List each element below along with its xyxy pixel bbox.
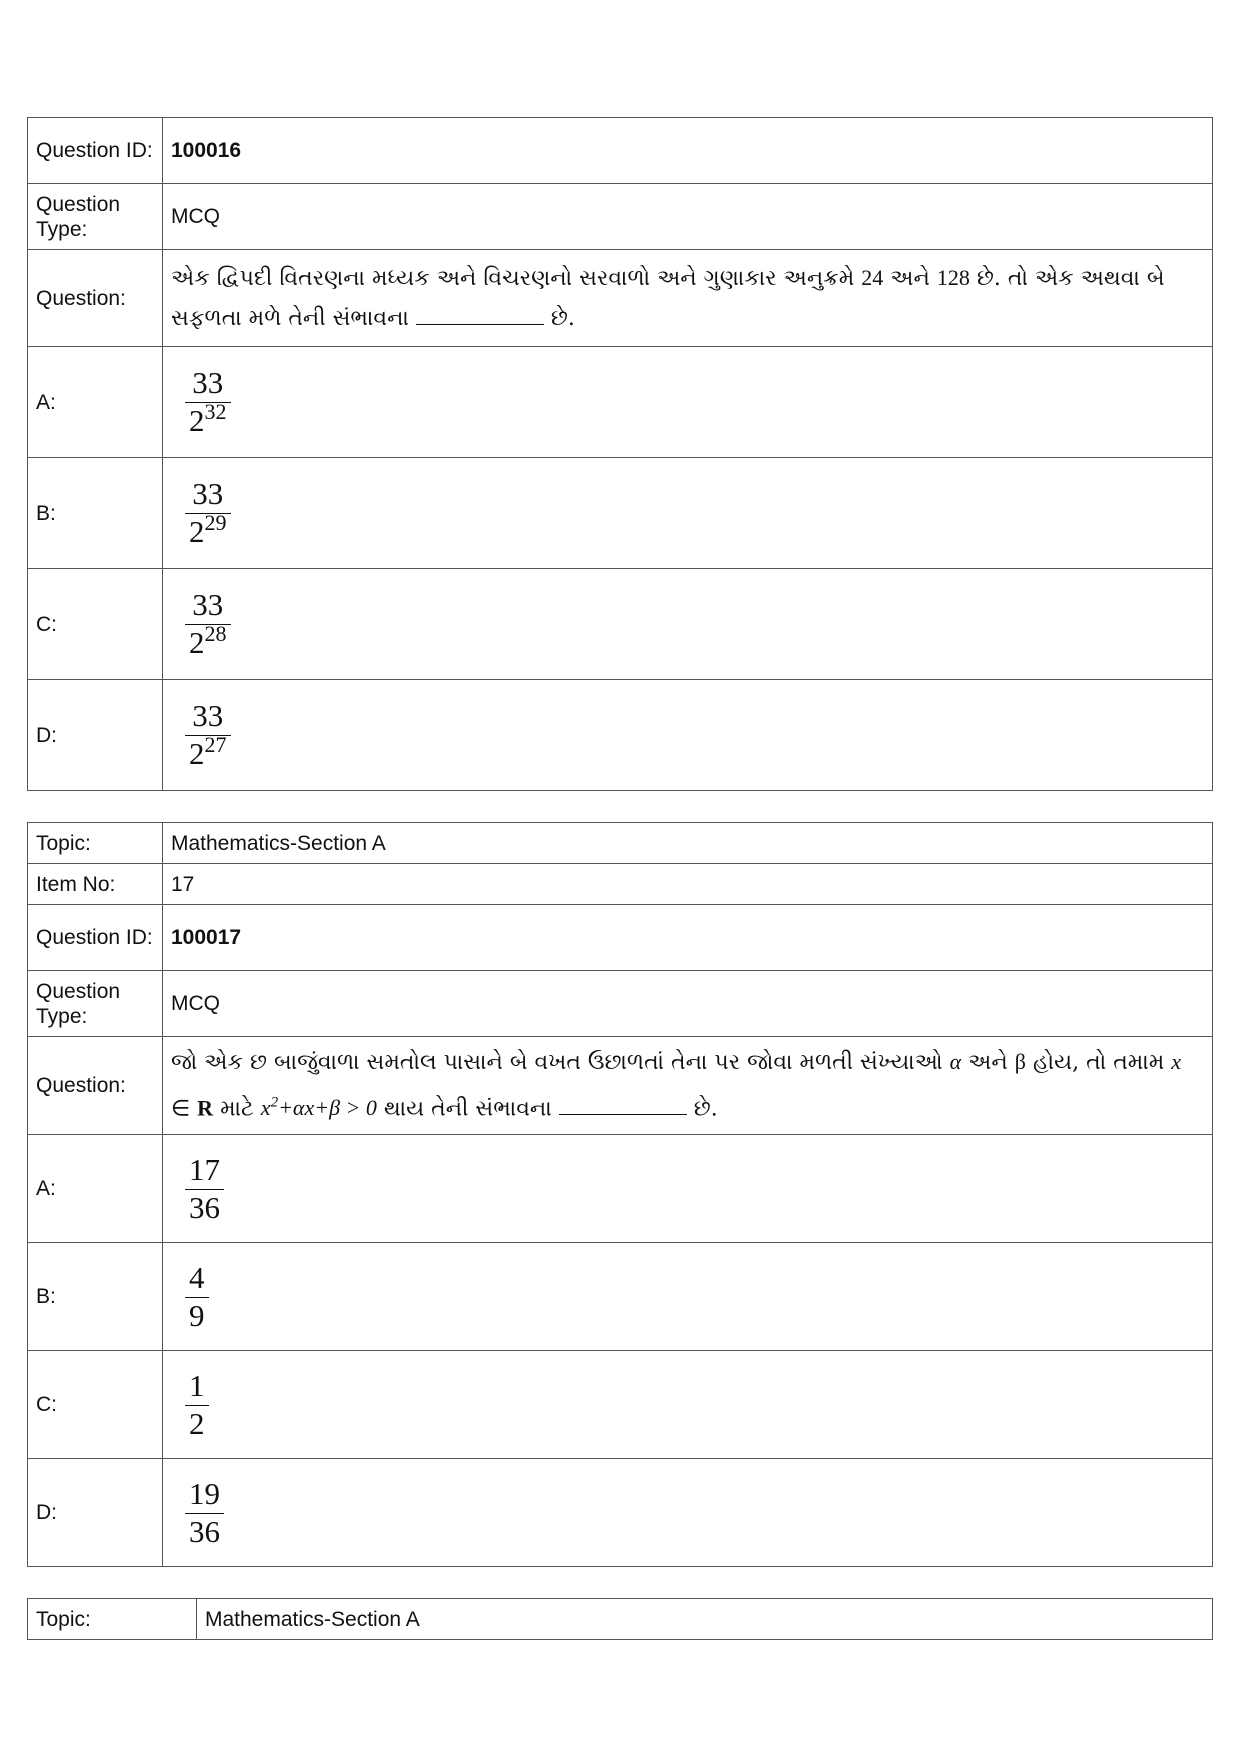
option-value bbox=[163, 1351, 1213, 1459]
expression bbox=[261, 1095, 377, 1120]
denominator-base: 2 bbox=[189, 736, 205, 771]
numerator: 4 bbox=[189, 1259, 205, 1295]
denominator: 2 bbox=[189, 1405, 205, 1441]
question-id-value: 100017 bbox=[163, 905, 1213, 971]
item-no-label: Item No: bbox=[28, 864, 163, 905]
question-type-value: MCQ bbox=[163, 971, 1213, 1037]
row-item-no bbox=[28, 864, 1213, 905]
option-row-c bbox=[28, 569, 1213, 680]
option-row-b bbox=[28, 458, 1213, 569]
option-row-b bbox=[28, 1243, 1213, 1351]
option-value bbox=[163, 680, 1213, 791]
option-label: B: bbox=[28, 458, 163, 569]
fraction bbox=[185, 699, 231, 771]
topic-label: Topic: bbox=[28, 1599, 197, 1640]
fraction bbox=[185, 1477, 224, 1549]
fraction bbox=[185, 1261, 209, 1333]
expression-exponent: 2 bbox=[270, 1094, 279, 1111]
option-label: D: bbox=[28, 1459, 163, 1567]
denominator: 9 bbox=[189, 1297, 205, 1333]
question-text bbox=[163, 1037, 1213, 1135]
option-row-d bbox=[28, 1459, 1213, 1567]
row-topic bbox=[28, 823, 1213, 864]
question-table-100016 bbox=[27, 117, 1213, 791]
denominator bbox=[185, 732, 231, 771]
x-variable: x bbox=[1171, 1048, 1182, 1074]
question-type-label: Question Type: bbox=[28, 971, 163, 1037]
option-row-a bbox=[28, 347, 1213, 458]
numerator: 19 bbox=[189, 1475, 220, 1511]
option-row-a bbox=[28, 1135, 1213, 1243]
fraction bbox=[185, 1153, 224, 1225]
expression-rest: +αx+β > 0 bbox=[278, 1095, 377, 1121]
real-numbers-symbol: R bbox=[197, 1095, 214, 1121]
denominator-base: 2 bbox=[189, 514, 205, 549]
option-label: C: bbox=[28, 569, 163, 680]
option-value bbox=[163, 1135, 1213, 1243]
denominator: 36 bbox=[189, 1189, 220, 1225]
fraction bbox=[185, 366, 231, 438]
row-question bbox=[28, 250, 1213, 347]
question-id-label: Question ID: bbox=[28, 905, 163, 971]
question-number: 24 bbox=[861, 264, 884, 290]
item-no-value: 17 bbox=[163, 864, 1213, 905]
question-text-part: માટે bbox=[220, 1096, 254, 1122]
option-label: A: bbox=[28, 1135, 163, 1243]
topic-value: Mathematics-Section A bbox=[197, 1599, 1213, 1640]
option-value bbox=[163, 569, 1213, 680]
numerator: 17 bbox=[189, 1151, 220, 1187]
answer-blank bbox=[416, 302, 544, 325]
fraction bbox=[185, 477, 231, 549]
denominator bbox=[185, 399, 231, 438]
fraction bbox=[185, 588, 231, 660]
question-text-part: અને bbox=[890, 265, 930, 291]
question-id-value: 100016 bbox=[163, 118, 1213, 184]
denominator bbox=[185, 510, 231, 549]
question-text-part: અને bbox=[968, 1049, 1008, 1075]
option-label: A: bbox=[28, 347, 163, 458]
question-label: Question: bbox=[28, 1037, 163, 1135]
option-value bbox=[163, 347, 1213, 458]
question-table-next bbox=[27, 1598, 1213, 1640]
option-value bbox=[163, 1459, 1213, 1567]
option-label: C: bbox=[28, 1351, 163, 1459]
question-id-label: Question ID: bbox=[28, 118, 163, 184]
question-type-label: Question Type: bbox=[28, 184, 163, 250]
fraction bbox=[185, 1369, 209, 1441]
denominator-base: 2 bbox=[189, 403, 205, 438]
denominator-exponent: 29 bbox=[204, 510, 227, 535]
denominator-exponent: 32 bbox=[204, 399, 227, 424]
numerator: 33 bbox=[192, 476, 224, 511]
option-row-d bbox=[28, 680, 1213, 791]
row-question-type bbox=[28, 184, 1213, 250]
row-question-id bbox=[28, 118, 1213, 184]
question-type-value: MCQ bbox=[163, 184, 1213, 250]
option-row-c bbox=[28, 1351, 1213, 1459]
question-text-part: છે. bbox=[693, 1096, 718, 1122]
numerator: 33 bbox=[192, 587, 224, 622]
question-text-part: એક દ્વિપદી વિતરણના મધ્યક અને વિચરણનો સરવાળો અને ગુણાકાર અનુક્રમે bbox=[171, 265, 855, 291]
row-topic bbox=[28, 1599, 1213, 1640]
row-question-type bbox=[28, 971, 1213, 1037]
alpha-symbol: α bbox=[949, 1048, 962, 1074]
numerator: 33 bbox=[192, 365, 224, 400]
option-value bbox=[163, 1243, 1213, 1351]
denominator-exponent: 28 bbox=[204, 621, 227, 646]
denominator: 36 bbox=[189, 1513, 220, 1549]
numerator: 33 bbox=[192, 698, 224, 733]
denominator-exponent: 27 bbox=[204, 732, 227, 757]
question-text bbox=[163, 250, 1213, 347]
element-of-symbol: ∈ bbox=[171, 1095, 191, 1121]
option-label: D: bbox=[28, 680, 163, 791]
row-question-id bbox=[28, 905, 1213, 971]
question-text-part: થાય તેની સંભાવના bbox=[383, 1096, 552, 1122]
option-value bbox=[163, 458, 1213, 569]
question-table-100017 bbox=[27, 822, 1213, 1567]
topic-label: Topic: bbox=[28, 823, 163, 864]
option-label: B: bbox=[28, 1243, 163, 1351]
row-question bbox=[28, 1037, 1213, 1135]
question-number: 128 bbox=[936, 264, 970, 290]
answer-blank bbox=[559, 1092, 687, 1115]
denominator bbox=[185, 621, 231, 660]
numerator: 1 bbox=[189, 1367, 205, 1403]
expression-x: x bbox=[260, 1095, 271, 1121]
topic-value: Mathematics-Section A bbox=[163, 823, 1213, 864]
question-text-part: હોય, તો તમામ bbox=[1032, 1049, 1165, 1075]
question-text-part: છે. તો એક અથવા બે સફળતા મળે તેની સંભાવના bbox=[171, 265, 1165, 331]
question-text-part: છે. bbox=[550, 305, 575, 331]
question-text-part: જો એક છ બાજુંવાળા સમતોલ પાસાને બે વખત ઉછાળતાં તેના પર જોવા મળતી સંખ્યાઓ bbox=[171, 1049, 943, 1075]
beta-symbol: β bbox=[1014, 1048, 1026, 1074]
question-label: Question: bbox=[28, 250, 163, 347]
denominator-base: 2 bbox=[189, 625, 205, 660]
